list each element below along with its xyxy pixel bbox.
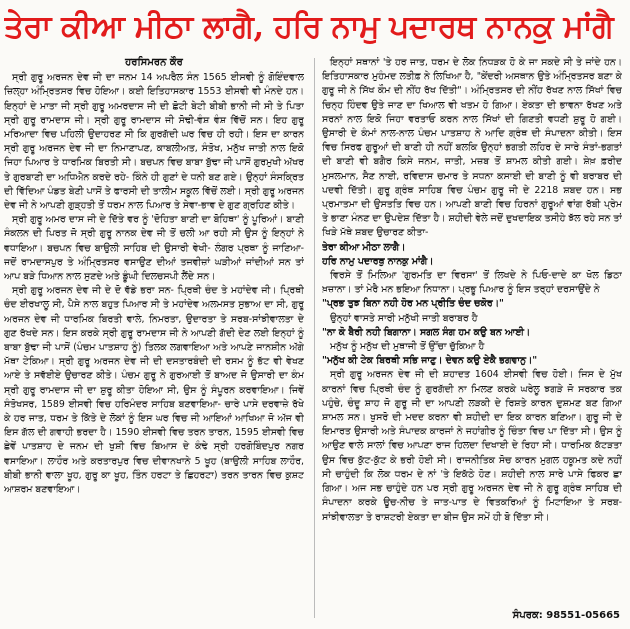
verse-line: ਹਰਿ ਨਾਮੁ ਪਦਾਰਥੁ ਨਾਨਕੁ ਮਾਂਗੈ। bbox=[322, 255, 434, 267]
paragraph: ਵਿਰਸੇ ਤੋਂ ਮਿਲਿਆ 'ਗੁਰਮਤਿ ਦਾ ਵਿਰਸਾ' ਤੋਂ ਲਿਖਦੇ ਨੇ ਪਿਓ-ਦਾਦੇ ਕਾ ਖੋਲ ਡਿਠਾ ਖ਼ਜ਼ਾਨਾ। ਤਾਂ ਮੇਰੈ ਮਨ ਭਇਆ ਨਿਧਾਨਾ। ਪ੍ਰਭੂ ਪਿਆਰ ਨੂੰ ਇਸ ਤਰ੍ਹਾਂ ਦਰਸਾਉਂਦੇ ਨੇ bbox=[322, 270, 622, 296]
byline: ਹਰਸਿਮਰਨ ਕੌਰ bbox=[125, 57, 183, 68]
verse-line: ਤੇਰਾ ਕੀਆ ਮੀਠਾ ਲਾਗੈ। bbox=[322, 241, 406, 253]
paragraph: ਮਨੁੱਖ ਨੂੰ ਮਨੁੱਖ ਦੀ ਮੁਥਾਜੀ ਤੋਂ ਉੱਚਾ ਚੁੱਕਿਆ ਹੈ bbox=[330, 341, 485, 353]
column-divider bbox=[314, 58, 315, 618]
verse-line: "ਮਨੁੱਖ ਕੀ ਟੇਕ ਬਿਰਥੀ ਸਭਿ ਜਾਣੁ। ਦੇਵਨ ਕਉ ਏਕੈ ਭਗਵਾਨੁ।" bbox=[322, 355, 538, 367]
contact-info: ਸੰਪਰਕ: 98551-05665 bbox=[509, 610, 620, 621]
paragraph: ਸ੍ਰੀ ਗੁਰੂ ਅਰਜਨ ਦੇਵ ਜੀ ਦੇ ਦੋ ਵੱਡੇ ਭਰਾ ਸਨ- ਪ੍ਰਿਥੀ ਚੰਦ ਤੇ ਮਹਾਂਦੇਵ ਜੀ। ਪ੍ਰਿਥੀ ਚੰਦ ਈਰਖਾਲੂ ਸੀ, ਪੈਸੇ ਨਾਲ ਬਹੁਤ ਪਿਆਰ ਸੀ ਤੇ ਮਹਾਂਦੇਵ ਅਲਮਸਤ ਸੁਭਾਅ ਦਾ ਸੀ, ਗੁਰੂ ਅਰਜਨ ਦੇਵ ਜੀ ਧਾਰਮਿਕ ਬਿਰਤੀ ਵਾਲੇ, ਨਿਮਰਤਾ, ਉਦਾਰਤਾ ਤੇ ਸਰਬ-ਸਾਂਝੀਵਾਲਤਾ ਦੇ ਗੁਣ ਰੱਖਦੇ ਸਨ। ਇਸ ਕਰਕੇ ਸ੍ਰੀ ਗੁਰੂ ਰਾਮਦਾਸ ਜੀ ਨੇ ਆਪਣੀ ਗੱਦੀ ਦੇਣ ਲਈ ਇਨ੍ਹਾਂ ਨੂੰ ਬਾਬਾ ਬੁੱਢਾ ਜੀ ਪਾਸੋਂ (ਪੰਚਮ ਪਾਤਸ਼ਾਹ ਨੂੰ) ਤਿਲਕ ਲਗਵਾਇਆ ਅਤੇ ਆਪਣੇ ਜਾਨਸ਼ੀਨ ਅੱਗੇ ਮੱਥਾ ਟੇਕਿਆ। ਸ੍ਰੀ ਗੁਰੂ ਅਰਜਨ ਦੇਵ ਜੀ ਦੀ ਦਸਤਾਰਬੰਦੀ ਦੀ ਰਸਮ ਨੂੰ ਭੱਟ ਵੀ ਵੇਖਣ ਆਏ ਤੇ ਸਵੱਈਏ ਉਚਾਰਣ ਕੀਤੇ। ਪੰਚਮ ਗੁਰੂ ਨੇ ਗੁਰਆਈ ਤੋਂ ਬਾਅਦ ਜੋ ਉਸਾਰੀ ਦਾ ਕੰਮ ਸ੍ਰੀ ਗੁਰੂ ਰਾਮਦਾਸ ਜੀ ਦਾ ਸ਼ੁਰੂ ਕੀਤਾ ਹੋਇਆ ਸੀ, ਉਸ ਨੂੰ ਸੰਪੂਰਨ ਕਰਵਾਇਆ। ਜਿਵੇਂ ਸੰਤੋਖਸਰ, 1589 ਈਸਵੀ ਵਿਚ ਹਰਿਮੰਦਰ ਸਾਹਿਬ ਬਣਵਾਇਆ- ਚਾਰੇ ਪਾਸੇ ਦਰਵਾਜ਼ੇ ਰੱਖੇ ਕੇ ਹਰ ਜਾਤ, ਧਰਮ ਤੇ ਕਿੱਤੇ ਦੇ ਲੋਕਾਂ ਨੂੰ ਇਸ ਘਰ ਵਿਚ ਜੀ ਆਇਆਂ ਆਖਿਆ ਜੋ ਅੱਜ ਵੀ ਇਸ ਗੱਲ ਦੀ ਗਵਾਹੀ ਭਰਦਾ ਹੈ। 1590 ਈਸਵੀ ਵਿਚ ਤਰਨ ਤਾਰਨ, 1595 ਈਸਵੀ ਵਿਚ ਛੇਵੇਂ ਪਾਤਸ਼ਾਹ ਦੇ ਜਨਮ ਦੀ ਖੁਸ਼ੀ ਵਿਚ ਬਿਆਸ ਦੇ ਕੰਢੇ ਸ੍ਰੀ ਹਰਗੋਬਿੰਦਪੁਰ ਨਗਰ ਵਸਾਇਆ। ਲਾਹੌਰ ਅਤੇ ਕਰਤਾਰਪੁਰ ਵਿਚ ਦੀਵਾਨਖਾਨੇ 5 ਖੂਹ (ਬਾਉਲੀ ਸਾਹਿਬ ਲਾਹੌਰ, ਬੀਬੀ ਭਾਨੀ ਵਾਲਾ ਖੂਹ, ਗੁਰੂ ਕਾ ਖੂਹ, ਤਿੰਨ ਹਰਟਾ ਤੇ ਛਿਹਰਟਾ) ਤਰਨ ਤਾਰਨ ਵਿਚ ਕੁਸ਼ਟ ਆਸ਼ਰਮ ਬਣਵਾਇਆ। bbox=[4, 285, 304, 496]
verse-line: "ਪ੍ਰਭ ਤੁਝ ਬਿਨਾ ਨਹੀ ਹੋਰ ਮਨ ਪ੍ਰੀਤਿ ਚੰਦ ਚਕੋਰ।" bbox=[322, 298, 504, 310]
paragraph: ਇਨ੍ਹਾਂ ਸਥਾਨਾਂ 'ਤੇ ਹਰ ਜਾਤ, ਧਰਮ ਦੇ ਲੋਕ ਨਿਧੜਕ ਹੋ ਕੇ ਜਾ ਸਕਦੇ ਸੀ ਤੇ ਜਾਂਦੇ ਹਨ। ਇਤਿਹਾਸਕਾਰ ਮੁਹੰਮਦ ਲਤੀਫ਼ ਨੇ ਲਿਖਿਆ ਹੈ, "ਕੇਂਦਰੀ ਅਸਥਾਨ ਉਤੇ ਅੰਮ੍ਰਿਤਸਰ ਬਣਾ ਕੇ ਗੁਰੂ ਜੀ ਨੇ ਸਿੱਖ ਕੌਮ ਦੀ ਨੀਂਹ ਰੱਖ ਦਿੱਤੀ"। ਅੰਮ੍ਰਿਤਸਰ ਦੀ ਨੀਂਹ ਰੱਖਣ ਨਾਲ ਸਿੱਖਾਂ ਵਿਚ ਚਿਨ੍ਹ ਹਿੰਦਵ ਉਤੇ ਜਾਣ ਦਾ ਖਿਆਲ ਵੀ ਖਤਮ ਹੋ ਗਿਆ। ਏਕਤਾ ਦੀ ਭਾਵਨਾ ਰੱਖਣ ਅਤੇ ਸਰਨਾਂ ਨਾਲ ਇਕੋ ਜਿਹਾ ਵਰਤਾਓ ਕਰਨ ਨਾਲ ਸਿੱਖਾਂ ਦੀ ਗਿਣਤੀ ਵਧਣੀ ਸ਼ੁਰੂ ਹੋ ਗਈ। ਉਸਾਰੀ ਦੇ ਕੰਮਾਂ ਨਾਲ-ਨਾਲ ਪੰਚਮ ਪਾਤਸ਼ਾਹ ਨੇ ਆਦਿ ਗ੍ਰੰਥ ਦੀ ਸੰਪਾਦਨਾ ਕੀਤੀ। ਇਸ ਵਿਚ ਸਿਰਫ ਗੁਰੂਆਂ ਦੀ ਬਾਣੀ ਹੀ ਨਹੀਂ ਬਲਕਿ ਉਨ੍ਹਾਂ ਭਗਤੀ ਲਹਿਰ ਦੇ ਸਾਰੇ ਸੰਤਾਂ-ਭਗਤਾਂ ਦੀ ਬਾਣੀ ਵੀ ਬਗੈਰ ਕਿਸੇ ਜਨਮ, ਜਾਤੀ, ਮਜ਼ਬ ਤੋਂ ਸ਼ਾਮਲ ਕੀਤੀ ਗਈ। ਸ਼ੇਖ਼ ਫ਼ਰੀਦ ਮੁਸਲਮਾਨ, ਸੈਣ ਨਾਈ, ਰਵਿਦਾਸ ਚਮਾਰ ਤੇ ਸਧਨਾ ਕਸਾਈ ਦੀ ਬਾਣੀ ਨੂੰ ਵੀ ਬਰਾਬਰ ਦੀ ਪਦਵੀ ਦਿੱਤੀ। ਗੁਰੂ ਗ੍ਰੰਥ ਸਾਹਿਬ ਵਿਚ ਪੰਚਮ ਗੁਰੂ ਜੀ ਦੇ 2218 ਸ਼ਬਦ ਹਨ। ਸਭ ਪ੍ਰਮਾਤਮਾ ਦੀ ਉਸਤਤਿ ਵਿਚ ਹਨ। ਆਪਣੀ ਬਾਣੀ ਵਿਚ ਹਿਰਨਾਂ ਗੁਰੂਆਂ ਵਾਂਗ ਰੱਬੀ ਪ੍ਰੇਮ ਤੇ ਭਾਣਾ ਮੰਨਣ ਦਾ ਉਪਦੇਸ਼ ਦਿੱਤਾ ਹੈ। ਸ਼ਹੀਦੀ ਵੇਲੇ ਜਦੋਂ ਦੁਖਦਾਇਕ ਤਸੀਹੇ ਝੱਲ ਰਹੇ ਸਨ ਤਾਂ ਖਿੜੇ ਮੱਥੇ ਸ਼ਬਦ ਉਚਾਰਣ ਕੀਤਾ- bbox=[322, 57, 622, 239]
headline: ਤੇਰਾ ਕੀਆ ਮੀਠਾ ਲਾਗੈ, ਹਰਿ ਨਾਮੁ ਪਦਾਰਥ ਨਾਨਕੁ ਮਾਂਗੈ bbox=[4, 9, 614, 45]
verse-line: "ਨਾ ਕੋ ਬੈਰੀ ਨਹੀ ਬਿਗਾਨਾ। ਸਗਲ ਸੰਗ ਹਮ ਕਉ ਬਨ ਆਈ। bbox=[322, 326, 531, 338]
left-column bbox=[4, 56, 304, 624]
paragraph: ਸ੍ਰੀ ਗੁਰੂ ਅਰਜਨ ਦੇਵ ਜੀ ਦਾ ਜਨਮ 14 ਅਪਰੈਲ ਸੰਨ 1565 ਈਸਵੀ ਨੂੰ ਗੋਇੰਦਵਾਲ ਜ਼ਿਲ੍ਹਾ ਅੰਮ੍ਰਿਤਸਰ ਵਿਚ ਹੋਇਆ। ਕਈ ਇਤਿਹਾਸਕਾਰ 1553 ਈਸਵੀ ਵੀ ਮੰਨਦੇ ਹਨ। ਇਨ੍ਹਾਂ ਦੇ ਮਾਤਾ ਜੀ ਸ੍ਰੀ ਗੁਰੂ ਅਮਰਦਾਸ ਜੀ ਦੀ ਛੋਟੀ ਬੇਟੀ ਬੀਬੀ ਭਾਨੀ ਜੀ ਸੀ ਤੇ ਪਿਤਾ ਸ੍ਰੀ ਗੁਰੂ ਰਾਮਦਾਸ ਜੀ। ਸ੍ਰੀ ਗੁਰੂ ਰਾਮਦਾਸ ਜੀ ਸੋਢੀ-ਵੰਸ਼ ਵੰਸ਼ ਵਿੱਚੋਂ ਸਨ। ਇਹ ਗੁਰੂ ਮਰਿਆਦਾ ਵਿਚ ਪਹਿਲੀ ਉਦਾਹਰਣ ਸੀ ਕਿ ਗੁਰਗੱਦੀ ਘਰ ਵਿਚ ਹੀ ਰਹੀ। ਇਸ ਦਾ ਕਾਰਨ ਸ੍ਰੀ ਗੁਰੂ ਅਰਜਨ ਦੇਵ ਜੀ ਦਾ ਨਿਮਾਣਾਪਣ, ਕਾਬਲੀਅਤ, ਸੰਤੋਖ, ਮਨੁੱਖ ਜਾਤੀ ਨਾਲ ਇਕੋ ਜਿਹਾ ਪਿਆਰ ਤੇ ਧਾਰਮਿਕ ਬਿਰਤੀ ਸੀ। ਬਚਪਨ ਵਿਚ ਬਾਬਾ ਬੁੱਢਾ ਜੀ ਪਾਸੋਂ ਗੁਰਮੁਖੀ ਅੱਖਰ ਤੇ ਗੁਰਬਾਣੀ ਦਾ ਅਧਿਐਨ ਕਰਦੇ ਰਹੇ- ਕਿੰਨੇ ਹੀ ਗੁਣਾਂ ਦੇ ਧਨੀ ਬਣ ਗਏ। ਉਨ੍ਹਾਂ ਸੰਸਕ੍ਰਿਤ ਦੀ ਵਿੱਦਿਆ ਪੰਡਤ ਬੇਣੀ ਪਾਸੋਂ ਤੇ ਫਾਰਸੀ ਦੀ ਤਾਲੀਮ ਸਕੂਲ ਵਿੱਚੋਂ ਲਈ। ਸ੍ਰੀ ਗੁਰੂ ਅਰਜਨ ਦੇਵ ਜੀ ਨੇ ਆਪਣੀ ਗੁੜ੍ਹਤੀ ਤੋਂ ਧਰਮ ਨਾਲ ਪਿਆਰ ਤੇ ਸੇਵਾ-ਭਾਵ ਦੇ ਗੁਣ ਗ੍ਰਹਿਣ ਕੀਤੇ। bbox=[4, 72, 304, 212]
right-column bbox=[322, 56, 622, 624]
paragraph: ਸ੍ਰੀ ਗੁਰੂ ਅਮਰ ਦਾਸ ਜੀ ਦੇ ਦਿੱਤੇ ਵਰ ਨੂੰ 'ਦੋਹਿਤਾ ਬਾਣੀ ਦਾ ਬੋਹਿਥਾ' ਨੂੰ ਪੂਰਿਆਂ। ਬਾਣੀ ਸੰਕਲਨ ਦੀ ਪਿਰਤ ਜੋ ਸ੍ਰੀ ਗੁਰੂ ਨਾਨਕ ਦੇਵ ਜੀ ਤੋਂ ਚਲੀ ਆ ਰਹੀ ਸੀ ਉਸ ਨੂੰ ਇਨ੍ਹਾਂ ਨੇ ਵਧਾਇਆ। ਬਚਪਨ ਵਿਚ ਬਾਉਲੀ ਸਾਹਿਬ ਦੀ ਉਸਾਰੀ ਵੇਖੀ- ਲੰਗਰ ਪ੍ਰਥਾ ਨੂੰ ਜਾਣਿਆ- ਜਦੋਂ ਰਾਮਦਾਸਪੁਰ ਤੇ ਅੰਮ੍ਰਿਤਸਰ ਵਸਾਉਣ ਦੀਆਂ ਤਜਵੀਜ਼ਾਂ ਘੜੀਆਂ ਜਾਂਦੀਆਂ ਸਨ ਤਾਂ ਆਪ ਬੜੇ ਧਿਆਨ ਨਾਲ ਸੁਣਦੇ ਅਤੇ ਡੂੰਘੀ ਦਿਲਚਸਪੀ ਲੈਂਦੇ ਸਨ। bbox=[4, 214, 304, 283]
paragraph: ਸ੍ਰੀ ਗੁਰੂ ਅਰਜਨ ਦੇਵ ਜੀ ਦੀ ਸ਼ਹਾਦਤ 1604 ਈਸਵੀ ਵਿਚ ਹੋਈ। ਜਿਸ ਦੇ ਮੁੱਖ ਕਾਰਨਾਂ ਵਿਚ ਪ੍ਰਿਥੀ ਚੰਦ ਨੂੰ ਗੁਰਗੱਦੀ ਨਾ ਮਿਲਣ ਕਰਕੇ ਘਰੇਲੂ ਝਗੜੇ ਜੋ ਸਰਕਾਰ ਤਕ ਪਹੁੰਚੇ, ਚੰਦੂ ਸ਼ਾਹ ਜੋ ਗੁਰੂ ਜੀ ਦਾ ਆਪਣੀ ਲੜਕੀ ਦੇ ਰਿਸ਼ਤੇ ਕਾਰਨ ਦੁਸ਼ਮਣ ਬਣ ਗਿਆ ਸ਼ਾਮਲ ਸਨ। ਖੁਸਰੋ ਦੀ ਮਦਦ ਕਰਨਾ ਵੀ ਸ਼ਹੀਦੀ ਦਾ ਇਕ ਕਾਰਨ ਬਣਿਆ। ਗੁਰੂ ਜੀ ਦੇ ਇਮਾਰਤ ਉਸਾਰੀ ਅਤੇ ਸੰਪਾਦਕ ਕਾਰਜਾਂ ਨੇ ਜਹਾਂਗੀਰ ਨੂੰ ਚਿੰਤਾ ਵਿਚ ਪਾ ਦਿੱਤਾ ਸੀ। ਉਸ ਨੂੰ ਆਉਣ ਵਾਲੇ ਸਾਲਾਂ ਵਿਚ ਆਪਣਾ ਰਾਜ ਹਿਲਦਾ ਦਿਖਾਈ ਦੇ ਰਿਹਾ ਸੀ। ਧਾਰਮਿਕ ਕੱਟੜਤਾ ਉਸ ਵਿਚ ਕੁੱਟ-ਕੁੱਟ ਕੇ ਭਰੀ ਹੋਈ ਸੀ। ਰਾਜਨੀਤਿਕ ਸੋਚ ਕਾਰਨ ਮੁਗਲ ਹਕੂਮਤ ਕਦੇ ਨਹੀਂ ਸੀ ਚਾਹੁੰਦੀ ਕਿ ਲੋਕ ਧਰਮ ਦੇ ਨਾਂ 'ਤੇ ਇਕੱਠੇ ਹੋਣ। ਸ਼ਹੀਦੀ ਨਾਲ ਸਾਰੇ ਪਾਸੇ ਫਿਕਰ ਛਾ ਗਿਆ। ਅਜ ਸਭ ਚਾਹੁੰਦੇ ਹਨ ਪਰ ਸ੍ਰੀ ਗੁਰੂ ਅਰਜਨ ਦੇਵ ਜੀ ਨੇ ਗੁਰੂ ਗ੍ਰੰਥ ਸਾਹਿਬ ਦੀ ਸੰਪਾਦਨਾ ਕਰਕੇ ਊਚ-ਨੀਚ ਤੇ ਜਾਤ-ਪਾਤ ਦੇ ਵਿਤਕਰਿਆਂ ਨੂੰ ਮਿਟਾਇਆ ਤੇ ਸਰਬ-ਸਾਂਝੀਵਾਲਤਾ ਤੇ ਰਾਸ਼ਟਰੀ ਏਕਤਾ ਦਾ ਬੀਜ ਉਸ ਸਮੇਂ ਹੀ ਬੋ ਦਿੱਤਾ ਸੀ। bbox=[322, 369, 622, 523]
paragraph: ਉਨ੍ਹਾਂ ਵਾਸਤੇ ਸਾਰੀ ਮਨੁੱਖੀ ਜਾਤੀ ਬਰਾਬਰ ਹੈ bbox=[330, 312, 478, 324]
